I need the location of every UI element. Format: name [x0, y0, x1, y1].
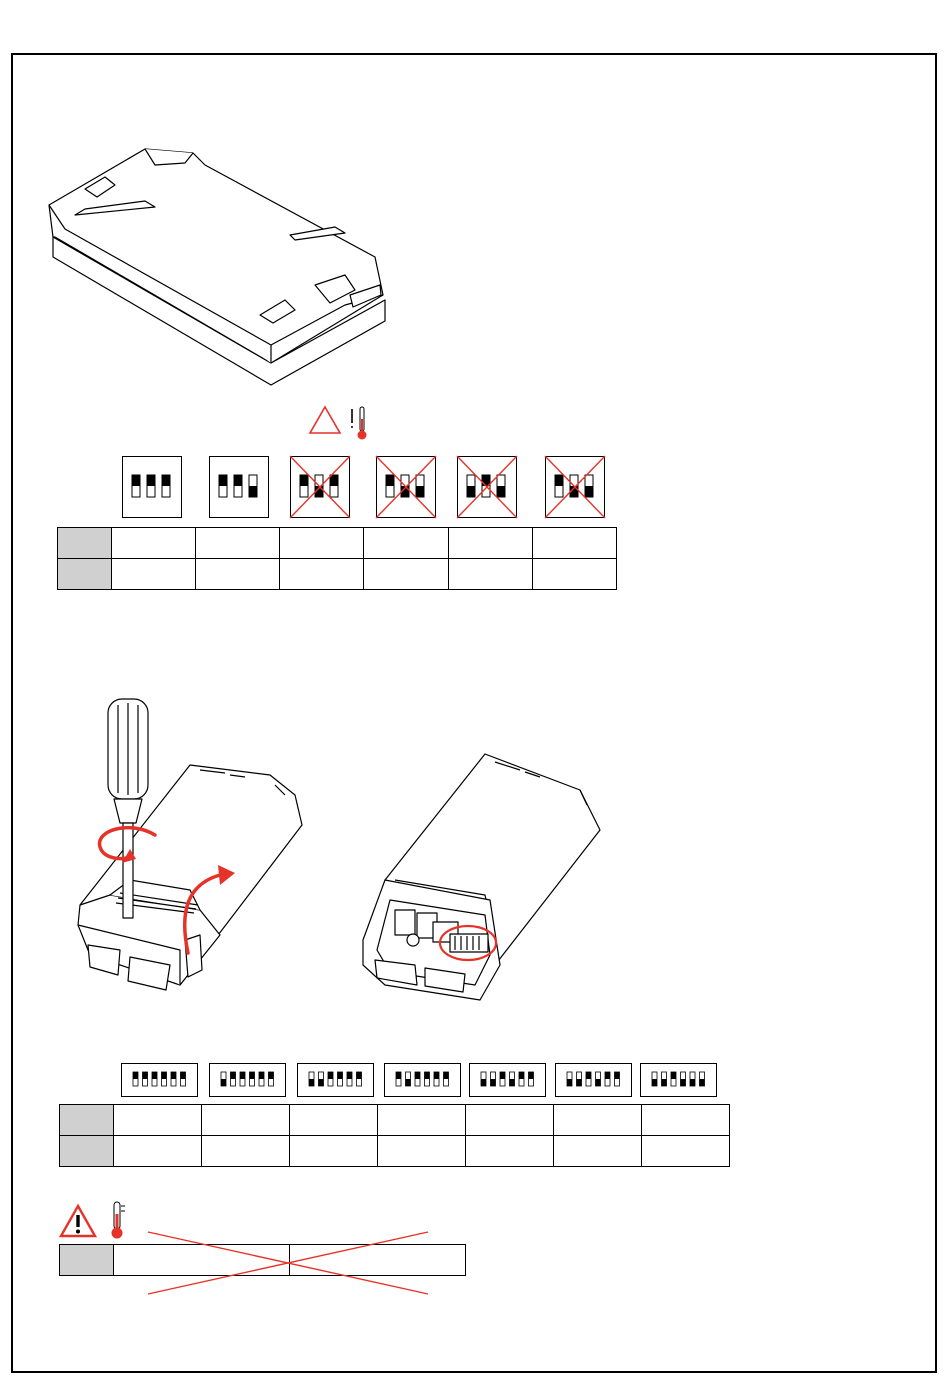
table-cell — [466, 1105, 554, 1136]
dip3-switch-setting — [376, 456, 436, 518]
table-row — [60, 1136, 730, 1167]
dip-switch-slot — [328, 1072, 333, 1086]
dip-switch-slot — [249, 475, 257, 497]
dip-switch-slot — [671, 1072, 676, 1086]
dip-switch-slot — [444, 1072, 449, 1086]
dip-switch-slot — [700, 1072, 705, 1086]
dip-switch-slot — [269, 1072, 274, 1086]
dip3-settings-table — [57, 527, 617, 590]
dip6-switch-setting — [121, 1063, 198, 1097]
table-cell — [554, 1136, 642, 1167]
dip3-switch-setting — [209, 456, 269, 518]
dip-switch-slot — [330, 475, 338, 497]
table-cell — [378, 1105, 466, 1136]
dip-switch-slot — [681, 1072, 686, 1086]
dip6-switch-setting — [297, 1063, 374, 1097]
dip-switch-slot — [467, 475, 475, 497]
dip-switch-slot — [133, 1072, 138, 1086]
dip-switch-slot — [434, 1072, 439, 1086]
row-header — [60, 1245, 114, 1276]
dip6-switch-setting — [640, 1063, 717, 1097]
table-cell — [378, 1136, 466, 1167]
thermometer-icon — [108, 1200, 128, 1240]
dip-switch-slot — [143, 1072, 148, 1086]
dip-switch-slot — [221, 1072, 226, 1086]
dip-switch-slot — [309, 1072, 314, 1086]
dip-switch-slot — [162, 475, 170, 497]
dip-switch-slot — [234, 475, 242, 497]
dip3-switch-setting — [122, 456, 182, 518]
table-cell — [290, 1136, 378, 1167]
table-cell — [196, 528, 280, 559]
table-row — [60, 1105, 730, 1136]
dip-switch-slot — [240, 1072, 245, 1086]
dip-switch-slot — [132, 475, 140, 497]
table-cell — [112, 528, 196, 559]
dip6-settings-table — [59, 1104, 730, 1167]
dip-switch-slot — [615, 1072, 620, 1086]
dip-switch-slot — [585, 475, 593, 497]
row-header — [58, 528, 112, 559]
device-opening-illustration — [70, 695, 320, 1000]
not-allowed-cross-icon — [148, 1232, 428, 1296]
dip-switch-slot — [567, 1072, 572, 1086]
table-cell — [364, 528, 449, 559]
table-cell — [202, 1136, 290, 1167]
warning-triangle-icon — [58, 1203, 98, 1239]
table-cell — [364, 559, 449, 590]
table-cell — [449, 559, 533, 590]
dip-switch-slot — [386, 475, 394, 497]
dip6-switch-setting — [209, 1063, 286, 1097]
table-cell — [290, 1105, 378, 1136]
dip-switch-slot — [481, 1072, 486, 1086]
dip-switch-slot — [219, 475, 227, 497]
dip-switch-slot — [555, 475, 563, 497]
dip-switch-slot — [586, 1072, 591, 1086]
dip-switch-slot — [425, 1072, 430, 1086]
table-cell — [642, 1105, 730, 1136]
dip-switch-slot — [662, 1072, 667, 1086]
dip-switch-slot — [162, 1072, 167, 1086]
table-cell — [114, 1105, 202, 1136]
table-cell — [114, 1136, 202, 1167]
dip-switch-slot — [319, 1072, 324, 1086]
row-header — [58, 559, 112, 590]
device-illustration-closed — [45, 145, 390, 390]
dip-switch-slot — [596, 1072, 601, 1086]
dip-switch-slot — [181, 1072, 186, 1086]
table-cell — [642, 1136, 730, 1167]
dip-switch-slot — [690, 1072, 695, 1086]
dip-switch-slot — [500, 1072, 505, 1086]
dip6-switch-setting — [469, 1063, 546, 1097]
dip-switch-slot — [529, 1072, 534, 1086]
dip-switch-slot — [357, 1072, 362, 1086]
table-row — [58, 528, 617, 559]
dip-switch-slot — [396, 1072, 401, 1086]
dip-switch-slot — [605, 1072, 610, 1086]
dip3-switch-setting — [457, 456, 517, 518]
table-cell — [280, 559, 364, 590]
dip-switch-slot — [347, 1072, 352, 1086]
table-cell — [554, 1105, 642, 1136]
dip-switch-slot — [250, 1072, 255, 1086]
dip-switch-slot — [152, 1072, 157, 1086]
dip6-switch-setting — [384, 1063, 461, 1097]
dip-switch-slot — [577, 1072, 582, 1086]
table-cell — [112, 559, 196, 590]
dip-switch-slot — [416, 475, 424, 497]
dip6-switch-setting — [555, 1063, 632, 1097]
table-cell — [196, 559, 280, 590]
warning-triangle-icon — [308, 405, 342, 435]
table-cell — [533, 528, 617, 559]
dip-switch-slot — [259, 1072, 264, 1086]
dip-switch-slot — [338, 1072, 343, 1086]
dip-switch-slot — [406, 1072, 411, 1086]
table-cell — [466, 1136, 554, 1167]
dip-switch-slot — [415, 1072, 420, 1086]
dip3-switch-setting — [545, 456, 605, 518]
dip3-switch-setting — [290, 456, 350, 518]
dip-switch-slot — [510, 1072, 515, 1086]
thermometer-icon — [348, 405, 372, 441]
dip-switch-slot — [652, 1072, 657, 1086]
dip-switch-slot — [491, 1072, 496, 1086]
dip-switch-slot — [231, 1072, 236, 1086]
dip-switch-slot — [147, 475, 155, 497]
device-opened-illustration — [355, 750, 605, 1010]
table-cell — [533, 559, 617, 590]
dip-switch-slot — [171, 1072, 176, 1086]
dip-switch-slot — [300, 475, 308, 497]
dip-switch-slot — [497, 475, 505, 497]
table-row — [58, 559, 617, 590]
table-cell — [449, 528, 533, 559]
table-cell — [280, 528, 364, 559]
table-cell — [202, 1105, 290, 1136]
dip-switch-slot — [519, 1072, 524, 1086]
row-header — [60, 1136, 114, 1167]
row-header — [60, 1105, 114, 1136]
